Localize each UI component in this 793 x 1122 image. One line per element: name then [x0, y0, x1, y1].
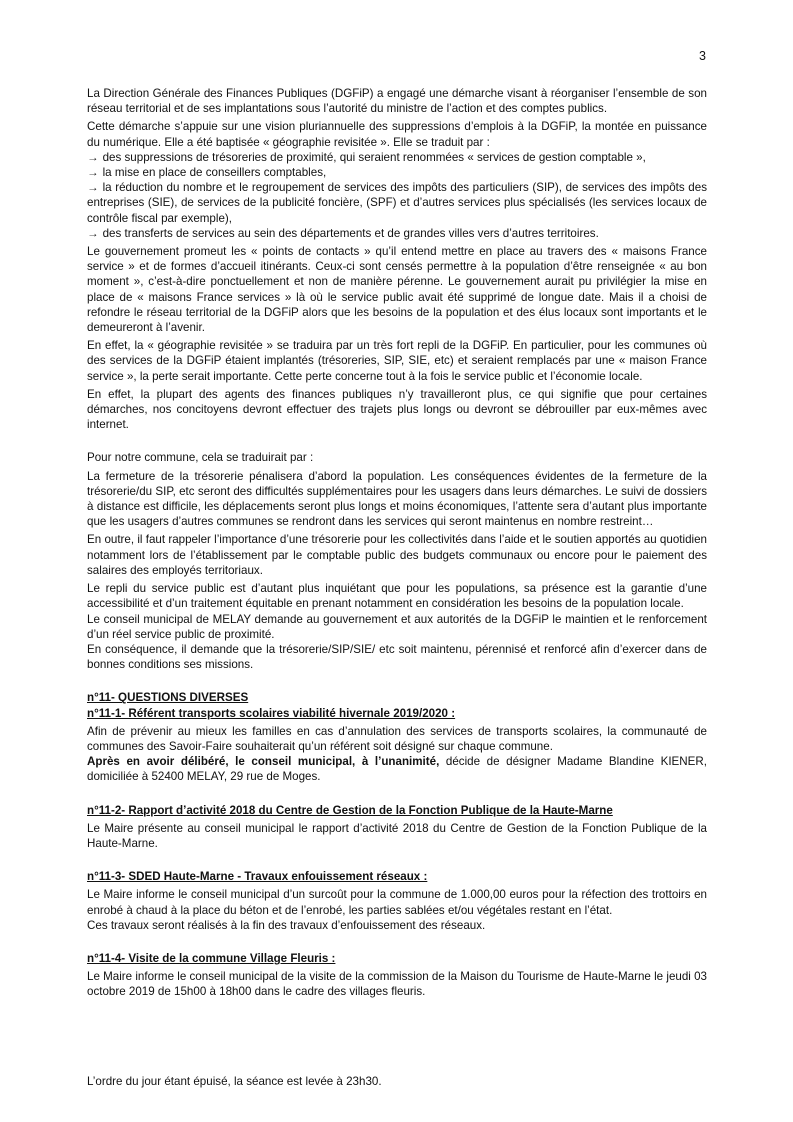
- commune-paragraph-1: La fermeture de la trésorerie pénalisera d’abord la population. Les conséquences évidentes de la fermeture de la trésorerie/du SIP, etc seront des difficultés supplémentaires pour les usagers dans leurs démarches. Le suivi de dossiers à distance est difficile, les déplacements seront plus longs et moins économiques, l’attente sera d’autant plus importante que les usagers d’autres communes se rendront dans les services qui seront maintenus en nombre restreint…: [87, 469, 707, 529]
- arrow-icon: →: [87, 181, 99, 195]
- intro-paragraph-5: En effet, la plupart des agents des finances publiques n’y travailleront plus, ce qui signifie que pour certaines démarches, nos concitoyens devront effectuer des trajets plus longs ou devront se débrouiller par eux-mêmes avec internet.: [87, 387, 707, 432]
- commune-lead: Pour notre commune, cela se traduirait par :: [87, 451, 314, 465]
- subsection-paragraph: Le Maire informe le conseil municipal d’un surcoût pour la commune de 1.000,00 euros pour la réfection des trottoirs en enrobé à chaud à la place du béton et de l’enrobé, les parties sablées et/ou végétales restant en l’état.: [87, 888, 707, 917]
- subsection-paragraph: Après en avoir délibéré, le conseil municipal, à l’unanimité, décide de désigner Madame Blandine KIENER, domiciliée à 52400 MELAY, 29 rue de Moges.: [87, 755, 707, 784]
- page-number: 3: [699, 49, 706, 63]
- subsection-paragraph: Le Maire informe le conseil municipal de la visite de la commission de la Maison du Tourisme de Haute-Marne le jeudi 03 octobre 2019 de 15h00 à 18h00 dans le cadre des villages fleuris.: [87, 970, 707, 999]
- commune-paragraph-3: Le repli du service public est d’autant plus inquiétant que pour les populations, sa présence est la garantie d’une accessibilité et d’un traitement équitable en prenant notamment en considération les besoins de la population locale.: [87, 582, 707, 611]
- document-body: [87, 86, 707, 1089]
- commune-paragraph-5: En conséquence, il demande que la trésorerie/SIP/SIE/ etc soit maintenu, pérennisé et renforcé afin d’exercer dans de bonnes conditions ses missions.: [87, 642, 707, 672]
- subsection-paragraph: Ces travaux seront réalisés à la fin des travaux d’enfouissement des réseaux.: [87, 918, 486, 932]
- intro-bullet-list: [87, 150, 707, 241]
- closing-statement: L’ordre du jour étant épuisé, la séance est levée à 23h30.: [87, 1074, 382, 1088]
- decision-bold: Après en avoir délibéré, le conseil municipal, à l’unanimité,: [87, 755, 440, 769]
- list-item: → la réduction du nombre et le regroupement de services des impôts des particuliers (SIP), de services des impôts des entreprises (SIE), de services de la publicité foncière, (SPF) et d’autres services plus spécialisés (les services locaux de contrôle fiscal par exemple),: [87, 181, 707, 225]
- commune-paragraph-4: Le conseil municipal de MELAY demande au gouvernement et aux autorités de la DGFiP le maintien et le renforcement d’un réel service public de proximité.: [87, 612, 707, 641]
- subsection-title: n°11-4- Visite de la commune Village Fleuris :: [87, 951, 336, 965]
- subsection-paragraph: Le Maire présente au conseil municipal le rapport d’activité 2018 du Centre de Gestion de la Fonction Publique de la Haute-Marne.: [87, 821, 707, 850]
- arrow-icon: →: [87, 150, 99, 164]
- list-item: → des transferts de services au sein des départements et de grandes villes vers d’autres territoires.: [87, 226, 599, 240]
- subsection-title: n°11-2- Rapport d’activité 2018 du Centre de Gestion de la Fonction Publique de la Haute-Marne: [87, 803, 613, 817]
- subsection-paragraph: Afin de prévenir au mieux les familles en cas d’annulation des services de transports scolaires, la communauté de communes des Savoir-Faire souhaiterait qu’un référent soit désigné sur chaque commune.: [87, 724, 707, 753]
- list-item: → des suppressions de trésoreries de proximité, qui seraient renommées « services de gestion comptable »,: [87, 150, 646, 164]
- subsection-title: n°11-1- Référent transports scolaires viabilité hivernale 2019/2020 :: [87, 706, 456, 720]
- commune-paragraph-2: En outre, il faut rappeler l’importance d’une trésorerie pour les collectivités dans l’aide et le soutien apportés au quotidien notamment lors de l’établissement par le comptable public des budgets communaux ou encore pour le paiement des salaires des employés territoriaux.: [87, 533, 707, 577]
- arrow-icon: →: [87, 226, 99, 240]
- intro-paragraph-3: Le gouvernement promeut les « points de contacts » qu’il entend mettre en place au travers des « maisons France service » et de formes d’accueil itinérants. Ceux-ci sont censés permettre à la population d’être renseignée « au bon moment », c’est-à-dire ponctuellement et non de manière pérenne. Le gouvernement aurait pu privilégier la mise en place de « maisons France services » là où le service public avait été supprimé de longue date. Mais il a choisi de refondre le réseau territorial de la DGFiP alors que les besoins de la population et des élus locaux sont importants et le demeureront à l’avenir.: [87, 245, 707, 335]
- section-title: n°11- QUESTIONS DIVERSES: [87, 691, 249, 705]
- intro-paragraph-2: Cette démarche s’appuie sur une vision pluriannuelle des suppressions d’emplois à la DGFiP, la montée en puissance du numérique. Elle a été baptisée « géographie revisitée ». Elle se traduit par :: [87, 120, 707, 149]
- arrow-icon: →: [87, 166, 99, 180]
- list-item: → la mise en place de conseillers comptables,: [87, 166, 327, 180]
- intro-paragraph-1: La Direction Générale des Finances Publiques (DGFiP) a engagé une démarche visant à réorganiser l’ensemble de son réseau territorial et de ses implantations sous l’autorité du ministre de l’action et des comptes publics.: [87, 87, 707, 116]
- intro-paragraph-4: En effet, la « géographie revisitée » se traduira par un très fort repli de la DGFiP. En particulier, pour les communes où des services de la DGFiP étaient implantés (trésoreries, SIP, SIE, etc) et seraient remplacés par une « maison France service », la perte serait importante. Cette perte concerne tout à la fois le service public et l’économie locale.: [87, 339, 707, 383]
- subsection-title: n°11-3- SDED Haute-Marne - Travaux enfouissement réseaux :: [87, 870, 428, 884]
